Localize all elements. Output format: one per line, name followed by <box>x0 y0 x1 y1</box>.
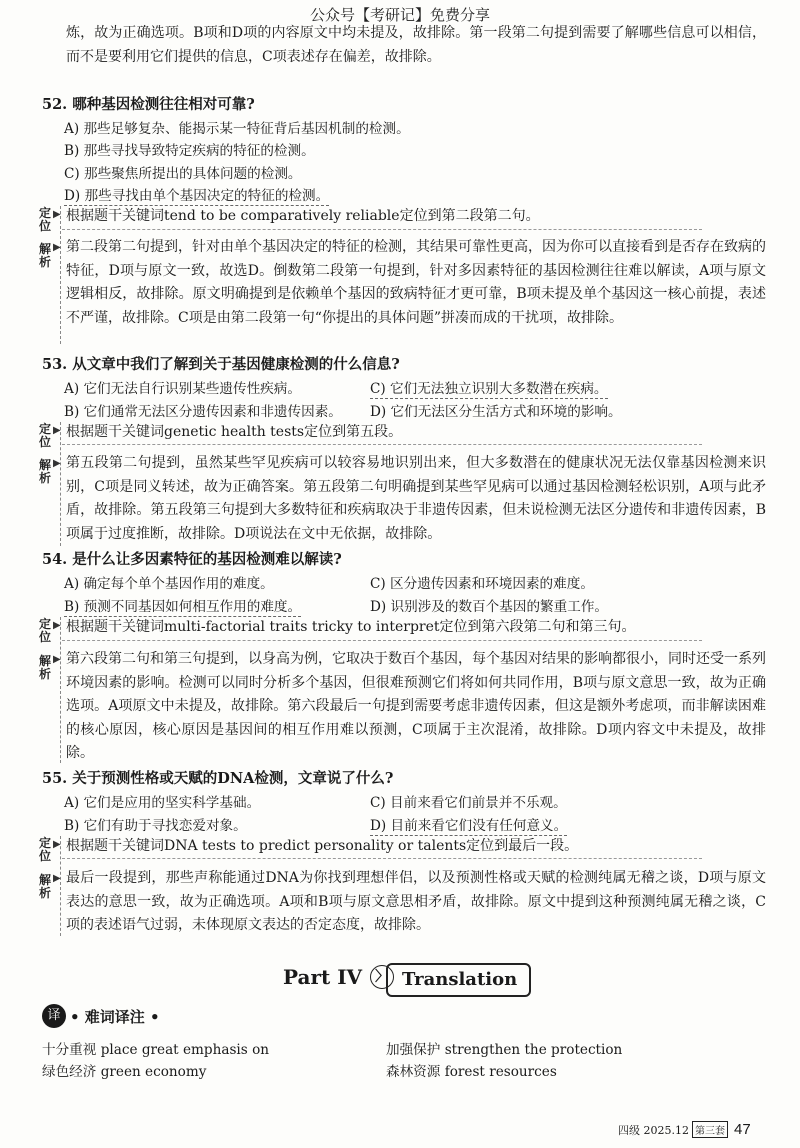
q55-option-b: B) 它们有助于寻找恋爱对象。 <box>64 818 247 834</box>
arrow-icon: ▶ <box>53 209 61 220</box>
previous-analysis-continuation: 炼，故为正确选项。B项和D项的内容原文中均未提及，故排除。第一段第二句提到需要了解哪些信息可以相信，而不是要利用它们提供的信息，C项表述存在偏差，故排除。 <box>66 25 766 65</box>
q52-locate-text: 根据题干关键词tend to be comparatively reliable定位到第二段第二句。 <box>66 208 540 224</box>
question-53-stem: 53. 从文章中我们了解到关于基因健康检测的什么信息? <box>42 356 400 373</box>
question-52-stem: 52. 哪种基因检测往往相对可靠? <box>42 96 255 113</box>
q53-option-d: D) 它们无法区分生活方式和环境的影响。 <box>370 404 622 420</box>
vocab-item: 十分重视 place great emphasis on <box>42 1042 270 1058</box>
q53-analysis-tag: 解析 <box>38 458 51 485</box>
q54-analysis-tag: 解析 <box>38 654 51 681</box>
q55-analysis-text: 最后一段提到，那些声称能通过DNA为你找到理想伴侣，以及预测性格或天赋的检测纯属无稽之谈，D项与原文表达的意思一致，故为正确选项。A项和B项与原文意思相矛盾，故排除。原文中提到这种预测纯属无稽之谈，C项的表述语气过弱，未体现原文表达的否定态度，故排除。 <box>66 870 766 933</box>
arrow-icon: ▶ <box>53 654 61 665</box>
arrow-icon: ▶ <box>53 425 61 436</box>
q54-option-a: A) 确定每个单个基因作用的难度。 <box>64 576 274 592</box>
watermark-banner: 公众号【考研记】免费分享 <box>309 6 490 24</box>
question-55-stem: 55. 关于预测性格或天赋的DNA检测，文章说了什么? <box>42 770 394 787</box>
issue-badge: 第三套 <box>692 1121 728 1138</box>
q54-analysis-text: 第六段第二句和第三句提到，以身高为例，它取决于数百个基因，每个基因对结果的影响都很小，同时还受一系列环境因素的影响。检测可以同时分析多个基因，但很难预测它们将如何共同作用，B项与原文意思一致，故为正确选项。A项原文中未提及，故排除。第六段最后一句提到需要考虑非遗传因素，但这是额外考虑项，而非解读困难的核心原因，核心原因是基因间的相互作用难以预测，C项属于主次混淆，故排除。D项内容文中未提及，故排除。 <box>66 651 766 761</box>
chevron-right-icon: 〉 <box>370 965 394 989</box>
page-number: 47 <box>733 1121 751 1138</box>
q52-analysis-text: 第二段第二句提到，针对由单个基因决定的特征的检测，其结果可靠性更高，因为你可以直接看到是否存在致病的特征，D项与原文一致，故选D。倒数第二段第一句提到，针对多因素特征的基因检测往往难以解读，A项与原文逻辑相反，故排除。原文明确提到是依赖单个基因的致病特征才更可靠，B项未提及单个基因这一核心前提，表述不严谨，故排除。C项是由第二段第一句“你提出的具体问题”拼凑而成的干扰项，故排除。 <box>66 239 766 326</box>
q54-dashed-guide <box>60 617 61 763</box>
page-footer <box>618 1121 751 1138</box>
part-label: Part IV <box>283 965 363 989</box>
q54-locate-divider <box>62 640 702 641</box>
vocab-title: • 难词译注 • <box>70 1008 160 1026</box>
q53-option-b: B) 它们通常无法区分遗传因素和非遗传因素。 <box>64 404 342 420</box>
q55-locate-text: 根据题干关键词DNA tests to predict personality or talents定位到最后一段。 <box>66 838 579 854</box>
translate-icon: 译 <box>42 1004 66 1028</box>
part-title: Translation <box>386 963 531 997</box>
vocab-item: 加强保护 strengthen the protection <box>386 1042 623 1058</box>
q52-dashed-guide <box>60 206 61 344</box>
q54-option-c: C) 区分遗传因素和环境因素的难度。 <box>370 576 594 592</box>
arrow-icon: ▶ <box>53 620 61 631</box>
q54-option-d: D) 识别涉及的数百个基因的繁重工作。 <box>370 599 609 615</box>
q55-option-c: C) 目前来看它们前景并不乐观。 <box>370 795 567 811</box>
q54-locate-text: 根据题干关键词multi-factorial traits tricky to interpret定位到第六段第二句和第三句。 <box>66 619 636 635</box>
q53-option-a: A) 它们无法自行识别某些遗传性疾病。 <box>64 381 301 397</box>
q53-locate-text: 根据题干关键词genetic health tests定位到第五段。 <box>66 424 403 440</box>
q53-dashed-guide <box>60 422 61 546</box>
arrow-icon: ▶ <box>53 839 61 850</box>
q55-option-a: A) 它们是应用的坚实科学基础。 <box>64 795 261 811</box>
q55-locate-tag: 定位 <box>38 836 51 863</box>
question-54-stem: 54. 是什么让多因素特征的基因检测难以解读? <box>42 551 342 568</box>
q55-dashed-guide <box>60 836 61 936</box>
q55-option-d: D) 目前来看它们没有任何意义。 <box>370 814 567 836</box>
part-heading <box>0 963 800 995</box>
vocab-item: 绿色经济 green economy <box>42 1064 207 1080</box>
q52-locate-divider <box>62 229 702 230</box>
q52-option-a: A) 那些足够复杂、能揭示某一特征背后基因机制的检测。 <box>64 121 410 137</box>
q52-locate-tag: 定位 <box>38 206 51 233</box>
q53-option-c: C) 它们无法独立识别大多数潜在疾病。 <box>370 377 608 399</box>
q52-option-d: D) 那些寻找由单个基因决定的特征的检测。 <box>64 184 329 206</box>
q53-locate-tag: 定位 <box>38 422 51 449</box>
q52-analysis-tag: 解析 <box>38 242 51 269</box>
q54-locate-tag: 定位 <box>38 617 51 644</box>
arrow-icon: ▶ <box>53 242 61 253</box>
q53-analysis-text: 第五段第二句提到，虽然某些罕见疾病可以较容易地识别出来，但大多数潜在的健康状况无法仅靠基因检测来识别，C项是同义转述，故为正确答案。第五段第二句明确提到某些罕见病可以通过基因检测轻松识别，A项与此矛盾，故排除。第五段第三句提到大多数特征和疾病取决于非遗传因素，但未说检测无法区分遗传和非遗传因素，B项属于过度推断，故排除。D项说法在文中无依据，故排除。 <box>66 455 766 542</box>
q52-option-c: C) 那些聚焦所提出的具体问题的检测。 <box>64 166 302 182</box>
vocab-item: 森林资源 forest resources <box>386 1064 557 1080</box>
arrow-icon: ▶ <box>53 873 61 884</box>
q54-option-b: B) 预测不同基因如何相互作用的难度。 <box>64 595 301 617</box>
q55-analysis-tag: 解析 <box>38 873 51 900</box>
arrow-icon: ▶ <box>53 458 61 469</box>
exam-label: 四级 2025.12 <box>618 1124 689 1137</box>
q52-option-b: B) 那些寻找导致特定疾病的特征的检测。 <box>64 143 315 159</box>
